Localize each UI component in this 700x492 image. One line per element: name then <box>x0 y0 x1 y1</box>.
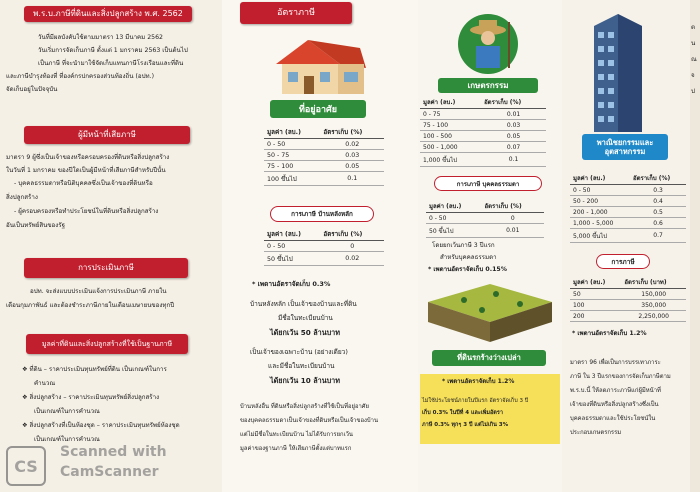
taxpayer-line-5: - ผู้ครอบครองหรือทำประโยชน์ในที่ดินหรือสิ่งปลูกสร้าง <box>14 208 159 215</box>
vacant-land-label-text: ที่ดินรกร้างว่างเปล่า <box>457 353 521 362</box>
col-rate: อัตราเก็บ (%) <box>320 228 384 241</box>
residential-rate-table <box>264 126 384 186</box>
main-house-rate-table <box>264 228 384 266</box>
bullet-building <box>22 394 159 402</box>
col-value: มูลค่า (ลบ.) <box>426 200 482 213</box>
watermark-camscanner: CamScanner <box>60 464 159 480</box>
edge-char: จ <box>691 72 695 79</box>
rates-header-text: อัตราภาษี <box>276 7 316 18</box>
relief-note-5: บุคคลธรรมดาและใช้ประโยชน์ใน <box>570 416 656 422</box>
vacant-note-2: เก็บ 0.3% ในปีที่ 4 และเพิ่มอัตรา <box>422 410 503 416</box>
footer-line-3: แต่ไม่มีชื่อในทะเบียนบ้าน ไม่ได้รับการยกเว้น <box>240 432 353 438</box>
assess-header-text: การประเมินภาษี <box>78 263 134 272</box>
cell-value: 0 - 50 <box>570 185 630 196</box>
cell-rate: 0.03 <box>481 120 546 131</box>
act-header-text: พ.ร.บ.ภาษีที่ดินและสิ่งปลูกสร้าง พ.ศ. 2562 <box>33 9 183 18</box>
taxpayer-line-2: ในวันที่ 1 มกราคม ของปีใดเป็นผู้มีหน้าที่เสียภาษีสำหรับปีนั้น <box>6 167 166 174</box>
house-icon <box>268 34 370 98</box>
footer-line-1: บ้านหลังอื่น ที่ดินหรือสิ่งปลูกสร้างที่ใช้เป็นที่อยู่อาศัย <box>240 404 369 410</box>
house-note-1: บ้านหลังหลัก เป็นเจ้าของบ้านและที่ดิน <box>250 300 357 308</box>
main-house-pill <box>270 206 374 222</box>
vacant-note-3: ภาษี 0.3% ทุกๆ 3 ปี แต่ไม่เกิน 3% <box>422 422 509 428</box>
intro-line-3: เป็นภาษี ที่จะนำมาใช้จัดเก็บแทนภาษีโรงเรือนและที่ดิน <box>38 60 184 67</box>
edge-char: ต <box>691 24 696 31</box>
col-rate: อัตราเก็บ (%) <box>481 96 546 109</box>
house-note-2: มีชื่อในทะเบียนบ้าน <box>278 314 333 322</box>
commercial-label-text: พาณิชยกรรมและอุตสาหกรรม <box>596 137 654 156</box>
agriculture-label-text: เกษตรกรรม <box>467 81 509 90</box>
cell-rate: 0.03 <box>320 150 384 161</box>
cell-value: 200 <box>570 311 621 322</box>
relief-note-6: ประกอบเกษตรกรรม <box>570 430 622 436</box>
cell-rate: 0.6 <box>630 218 686 229</box>
agriculture-rate-table <box>420 96 546 167</box>
table-row <box>264 252 384 266</box>
value-base-header-text: มูลค่าที่ดินและสิ่งปลูกสร้างที่ใช้เป็นฐานภาษี <box>41 339 173 348</box>
cell-value: 50 - 200 <box>570 196 630 207</box>
cell-value: 100 <box>570 300 621 311</box>
intro-line-5: จัดเก็บอยู่ในปัจจุบัน <box>6 86 58 93</box>
cell-value: 100 ขึ้นไป <box>264 172 320 186</box>
bullet-icon: ❖ <box>22 422 30 429</box>
table-row <box>570 300 686 311</box>
table-row <box>420 131 546 142</box>
vacant-land-label <box>432 350 546 366</box>
taxpayer-line-1: มาตรา 9 ผู้ซึ่งเป็นเจ้าของหรือครอบครองที่ดินหรือสิ่งปลูกสร้าง <box>6 154 170 161</box>
cell-value: 100 - 500 <box>420 131 481 142</box>
taxpayer-line-6: อันเป็นทรัพย์สินของรัฐ <box>6 222 66 229</box>
table-header-row <box>570 276 686 289</box>
footer-line-2: ของบุคคลธรรมดาเป็นเจ้าของที่ดินหรือเป็นเจ้าของบ้าน <box>240 418 378 424</box>
residential-label <box>270 100 366 118</box>
house-note-3: ได้ยกเว้น 50 ล้านบาท <box>270 328 340 337</box>
assess-line-1: อปท. จะส่งแบบประเมินแจ้งการประเมินภาษี ภายใน <box>30 288 167 295</box>
building-note-1: เป็นเจ้าของเฉพาะบ้าน (อย่างเดียว) <box>250 348 348 356</box>
cell-value: 1,000 - 5,000 <box>570 218 630 229</box>
table-row <box>570 218 686 229</box>
cell-value: 50 ขึ้นไป <box>264 252 320 266</box>
table-row <box>264 150 384 161</box>
table-row <box>426 224 544 238</box>
table-row <box>570 185 686 196</box>
bullet-land-text: ที่ดิน – ราคาประเมินทุนทรัพย์ที่ดิน เป็นเกณฑ์ในการ <box>29 366 167 373</box>
table-row <box>570 311 686 322</box>
exempt-note-1: โดยยกเว้นภาษี 3 ปีแรก <box>432 242 495 249</box>
cell-rate: 0 <box>320 241 384 252</box>
taxpayer-line-3: - บุคคลธรรมดาหรือนิติบุคคลซึ่งเป็นเจ้าของที่ดินหรือ <box>14 180 153 187</box>
individual-rate-table <box>426 200 544 238</box>
cell-value: 500 - 1,000 <box>420 142 481 153</box>
main-house-pill-text: การเภาษี บ้านหลังหลัก <box>291 211 353 218</box>
table-row <box>570 289 686 300</box>
bullet-icon: ❖ <box>22 394 30 401</box>
commercial-max-rate: * เพดานอัตราจัดเก็บ 1.2% <box>572 330 647 337</box>
table-row <box>264 161 384 172</box>
cell-value: 1,000 ขึ้นไป <box>420 153 481 167</box>
cell-amount: 350,000 <box>621 300 686 311</box>
table-row <box>420 142 546 153</box>
bullet-condo-cont: เป็นเกณฑ์ในการคำนวณ <box>34 436 100 443</box>
table-header-row <box>426 200 544 213</box>
act-header <box>24 6 192 22</box>
relief-note-4: เจ้าของที่ดินหรือสิ่งปลูกสร้างซึ่งเป็น <box>570 402 659 408</box>
taxpayer-header-text: ผู้มีหน้าที่เสียภาษี <box>78 130 136 139</box>
bullet-land <box>22 366 167 374</box>
taxpayer-header <box>24 126 190 144</box>
individual-pill <box>434 176 542 191</box>
vacant-note-box <box>420 374 560 444</box>
exempt-note-2: สำหรับบุคคลธรรมดา <box>440 254 497 261</box>
cell-rate: 0.01 <box>482 224 544 238</box>
table-row <box>420 109 546 120</box>
cell-rate: 0.1 <box>320 172 384 186</box>
commercial-rate-table <box>570 172 686 243</box>
table-row <box>264 139 384 150</box>
table-row <box>264 172 384 186</box>
camscanner-logo <box>6 446 46 486</box>
bullet-icon: ❖ <box>22 366 30 373</box>
bullet-condo-text: สิ่งปลูกสร้างที่เป็นห้องชุด – ราคาประเมินทุนทรัพย์ห้องชุด <box>29 422 180 429</box>
intro-line-1: วันที่มีผลบังคับใช้ตามมาตรา 13 มีนาคม 2562 <box>38 34 163 41</box>
col-rate: อัตราเก็บ (%) <box>320 126 384 139</box>
col-value: มูลค่า (ลบ.) <box>264 228 320 241</box>
building-note-2: และมีชื่อในทะเบียนบ้าน <box>268 362 335 370</box>
cell-rate: 0.4 <box>630 196 686 207</box>
tax-pill <box>596 254 650 269</box>
bullet-land-cont: คำนวณ <box>34 380 56 387</box>
table-header-row <box>264 228 384 241</box>
vacant-max-rate: * เพดานอัตราจัดเก็บ 1.2% <box>442 378 515 385</box>
edge-char: ป <box>691 88 695 95</box>
table-header-row <box>570 172 686 185</box>
table-header-row <box>420 96 546 109</box>
footer-line-4: มูลค่าของฐานภาษี ให้เสียภาษีตั้งแต่บาทแรก <box>240 446 352 452</box>
camscanner-logo-text: CS <box>14 456 38 476</box>
table-row <box>420 120 546 131</box>
table-row <box>570 207 686 218</box>
watermark-scanned: Scanned with <box>60 444 167 460</box>
bullet-condo <box>22 422 180 430</box>
panel-agriculture <box>418 0 562 492</box>
cell-value: 0 - 75 <box>420 109 481 120</box>
building-icon <box>588 12 648 132</box>
cell-value: 0 - 50 <box>426 213 482 224</box>
cell-rate: 0.7 <box>630 229 686 243</box>
cell-value: 75 - 100 <box>420 120 481 131</box>
bullet-building-text: สิ่งปลูกสร้าง – ราคาประเมินทุนทรัพย์สิ่งปลูกสร้าง <box>29 394 160 401</box>
col-rate: อัตราเก็บ (%) <box>482 200 544 213</box>
bullet-building-cont: เป็นเกณฑ์ในการคำนวณ <box>34 408 100 415</box>
table-row <box>264 241 384 252</box>
cell-rate: 0 <box>482 213 544 224</box>
agriculture-label <box>438 78 538 93</box>
cell-amount: 2,250,000 <box>621 311 686 322</box>
panel-commercial <box>562 0 690 492</box>
panel-overview <box>0 0 222 492</box>
cell-value: 75 - 100 <box>264 161 320 172</box>
table-row <box>420 153 546 167</box>
cell-value: 0 - 50 <box>264 241 320 252</box>
edge-char: น <box>691 40 696 47</box>
value-base-header <box>26 334 188 354</box>
col-value: มูลค่า (ลบ.) <box>570 276 621 289</box>
panel-residential <box>222 0 418 492</box>
vacant-note-1: ไม่ใช้ประโยชน์ภายในปีแรก อัตราจัดเก็บ 3 ปี <box>422 398 529 404</box>
cell-value: 5,000 ขึ้นไป <box>570 229 630 243</box>
cell-value: 50 <box>570 289 621 300</box>
relief-note-1: มาตรา 96 เพื่อเป็นการบรรเทาภาระ <box>570 360 661 366</box>
col-value: มูลค่า (ลบ.) <box>264 126 320 139</box>
cell-rate: 0.01 <box>481 109 546 120</box>
relief-note-2: ภาษี ใน 3 ปีแรกของการจัดเก็บภาษีตาม <box>570 374 671 380</box>
col-value: มูลค่า (ลบ.) <box>570 172 630 185</box>
building-note-3: ได้ยกเว้น 10 ล้านบาท <box>270 376 340 385</box>
agriculture-max-rate: * เพดานอัตราจัดเก็บ 0.15% <box>428 266 507 273</box>
assess-header <box>24 258 188 278</box>
cell-value: 200 - 1,000 <box>570 207 630 218</box>
col-rate: อัตราเก็บ (%) <box>630 172 686 185</box>
cell-value: 0 - 50 <box>264 139 320 150</box>
tax-pill-text: การภาษี <box>611 257 635 266</box>
taxpayer-line-4: สิ่งปลูกสร้าง <box>6 194 38 201</box>
table-header-row <box>264 126 384 139</box>
intro-line-4: และภาษีบำรุงท้องที่ ที่องค์กรปกครองส่วนท้องถิ่น (อปท.) <box>6 73 154 80</box>
cell-rate: 0.05 <box>320 161 384 172</box>
rates-header <box>240 2 352 24</box>
cell-rate: 0.1 <box>481 153 546 167</box>
cell-amount: 150,000 <box>621 289 686 300</box>
next-page-edge <box>690 0 700 492</box>
residential-label-text: ที่อยู่อาศัย <box>298 105 338 115</box>
intro-line-2: วันเริ่มการจัดเก็บภาษี ตั้งแต่ 1 มกราคม 2563 เป็นต้นไป <box>38 47 188 54</box>
relief-note-3: พ.ร.บ.นี้ ให้ลดภาระภาษีแก่ผู้มีหน้าที่ <box>570 388 661 394</box>
cell-rate: 0.5 <box>630 207 686 218</box>
table-row <box>570 229 686 243</box>
cell-rate: 0.02 <box>320 252 384 266</box>
cell-rate: 0.3 <box>630 185 686 196</box>
col-value: มูลค่า (ลบ.) <box>420 96 481 109</box>
cell-value: 50 ขึ้นไป <box>426 224 482 238</box>
cell-rate: 0.07 <box>481 142 546 153</box>
cell-value: 50 - 75 <box>264 150 320 161</box>
individual-pill-text: การเภาษี บุคคลธรรมดา <box>456 180 520 188</box>
vacant-land-icon <box>424 282 556 344</box>
table-row <box>426 213 544 224</box>
residential-max-rate: * เพดานอัตราจัดเก็บ 0.3% <box>252 280 331 288</box>
tax-amount-table <box>570 276 686 322</box>
cell-rate: 0.02 <box>320 139 384 150</box>
assess-line-2: เดือนกุมภาพันธ์ และต้องชำระภาษีภายในเดือนเมษายนของทุกปี <box>6 302 175 309</box>
cell-rate: 0.05 <box>481 131 546 142</box>
col-amount: อัตราเก็บ (บาท) <box>621 276 686 289</box>
commercial-label <box>582 134 668 160</box>
table-row <box>570 196 686 207</box>
farmer-icon <box>448 14 528 76</box>
edge-char: ณ <box>691 56 697 63</box>
